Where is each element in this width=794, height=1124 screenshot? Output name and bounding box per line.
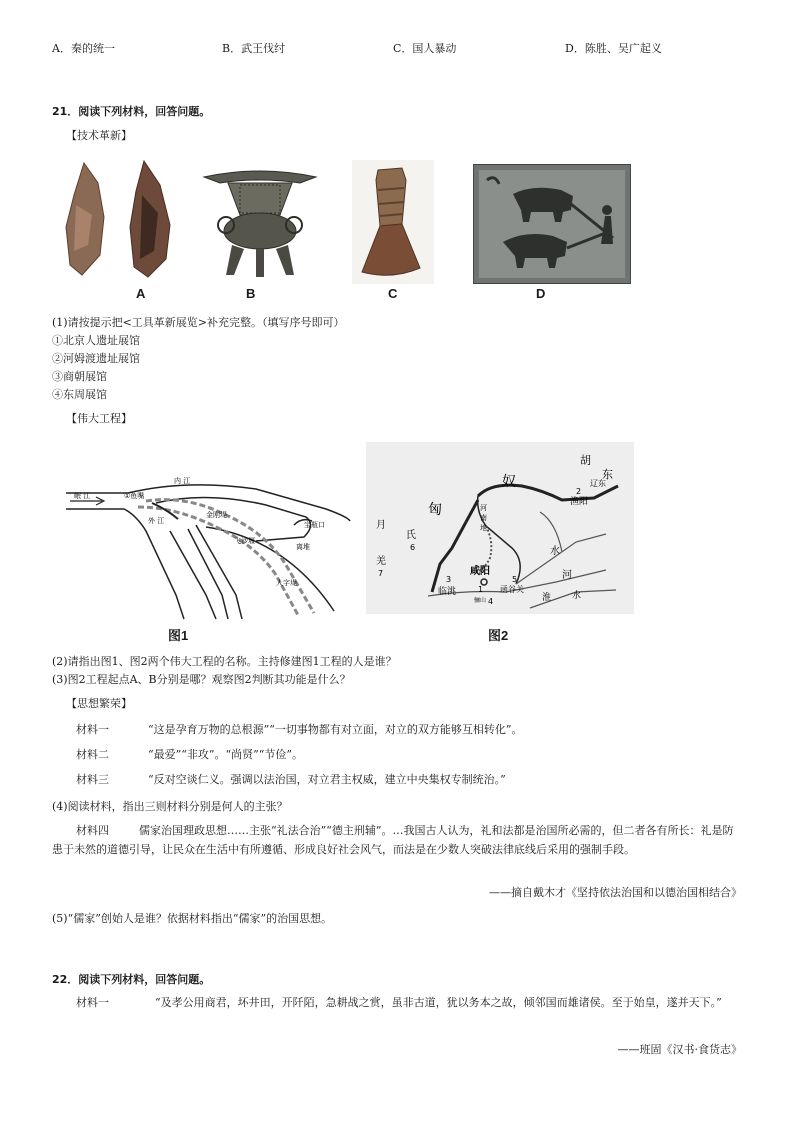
map2-label-shi: 氏 (406, 530, 416, 541)
image-b-bronze-vessel (200, 163, 320, 283)
section-engineering: 【伟大工程】 (66, 412, 132, 425)
option-1: ①北京人遗址展馆 (52, 334, 140, 347)
map1-label-neijiang: 内 江 (174, 477, 191, 485)
map2-label-num6: 6 (410, 543, 416, 552)
material-4-source: ——摘自戴木才《坚持依法治国和以德治国相结合》 (489, 886, 742, 899)
map1-label-lidui: 离堆 (296, 543, 310, 551)
image-d-ox-plough-relief (473, 164, 631, 284)
map2-label-xiong: 匈 (428, 502, 442, 518)
map2-label-hu: 胡 (580, 454, 591, 467)
map2-label-huai: 淮 (542, 593, 552, 603)
option-c: C．国人暴动 (393, 42, 457, 55)
q21-sub5: (5)“儒家”创始人是谁？依据材料指出“儒家”的治国思想。 (52, 912, 333, 925)
map-figure-2-great-wall (366, 442, 634, 614)
map2-label-shui-2: 水 (572, 591, 582, 601)
image-a-stone-tools (62, 155, 180, 283)
q22-material-1-text: “及孝公用商君，坏井田，开阡陌，急耕战之赏，虽非古道，犹以务本之故，倾邻国而雄诸侯。至于始皇，遂并天下。” (155, 996, 722, 1009)
map2-label-liao: 辽 (590, 479, 598, 488)
map2-label-nan: 南 (480, 514, 487, 522)
option-d: D．陈胜、吴广起义 (565, 42, 662, 55)
map1-label-yuzui: ①鱼嘴 (124, 492, 145, 500)
material-4-text: 儒家治国理政思想……主张“礼法合治”“德主刑辅”。…我国古人认为，礼和法都是治国所必需的，但二者各有所长：礼是防患于未然的道德引导，让民众在生活中有所遵循、形成良好社会风气，而法是在少数人突破法律底线后采用的强制手段。 (52, 824, 734, 856)
map2-label-yuyang: 渔阳 (570, 497, 589, 507)
material-2-label: 材料二 (76, 748, 109, 761)
map2-label-num4: 4 (488, 597, 494, 606)
map2-label-lintao: 临洮 (438, 587, 457, 597)
q21-sub2: (2)请指出图1、图2两个伟大工程的名称。主持修建图1工程的人是谁？ (52, 655, 397, 668)
q21-title: 21．阅读下列材料，回答问题。 (52, 105, 211, 118)
map1-label-jingangdi: 金刚堤 (206, 511, 227, 519)
q22-title: 22．阅读下列材料，回答问题。 (52, 973, 211, 986)
map2-label-num2: 2 (576, 487, 582, 496)
map-figure-1-dujiangyan (66, 445, 352, 621)
material-3-text: “反对空谈仁义。强调以法治国，对立君主权威，建立中央集权专制统治。” (148, 773, 506, 786)
map2-label-he-river: 河 (562, 570, 572, 581)
q21-sub3: (3)图2工程起点A、B分别是哪？观察图2判断其功能是什么？ (52, 673, 351, 686)
map2-label-di: 地 (480, 524, 487, 532)
image-b-label: B (246, 286, 256, 301)
image-c-iron-tool (352, 160, 434, 284)
option-3: ③商朝展馆 (52, 370, 107, 383)
map1-label-minjiang: 岷 江 (74, 492, 91, 500)
q22-material-1-label: 材料一 (76, 996, 109, 1009)
q21-sub1: (1)请按提示把<工具革新展览>补充完整。（填写序号即可） (52, 316, 345, 329)
map2-label-xianyang: 咸阳 (470, 566, 490, 577)
image-c-label: C (388, 286, 398, 301)
q22-material-1-source: ——班固《汉书·食货志》 (617, 1043, 742, 1056)
section-tech: 【技术革新】 (66, 129, 132, 142)
material-1-text: “这是孕育万物的总根源”“一切事物都有对立面，对立的双方能够互相转化”。 (148, 723, 523, 736)
map1-label-feishayan: 飞沙堰 (234, 537, 255, 545)
map1-label-renzidi: 人字堤 (276, 579, 297, 587)
material-3-label: 材料三 (76, 773, 109, 786)
section-thought: 【思想繁荣】 (66, 697, 132, 710)
map1-label-waijiang: 外 江 (148, 517, 165, 525)
map2-label-nu: 奴 (502, 474, 516, 490)
map1-label-baopingkou: 宝瓶口 (304, 521, 325, 529)
image-a-label: A (136, 286, 146, 301)
map2-label-yue: 月 (376, 520, 386, 531)
q22-material-1-paragraph (52, 993, 742, 1012)
map2-label-hanguguan: 函谷关 (500, 585, 524, 594)
map2-label-he: 河 (480, 504, 487, 512)
map2-label-num1: 1 (478, 585, 484, 594)
map2-label-qiang: 羌 (376, 556, 386, 567)
option-4: ④东周展馆 (52, 388, 107, 401)
map2-label-dong: 东 (602, 468, 613, 481)
material-4-label: 材料四 (76, 824, 109, 837)
map2-label-lishan: 骊山 (474, 597, 487, 604)
q21-sub4: (4)阅读材料，指出三则材料分别是何人的主张？ (52, 800, 288, 813)
map2-label-num5: 5 (512, 575, 518, 584)
map2-caption: 图2 (488, 628, 509, 643)
map2-label-shui-1: 水 (550, 546, 560, 557)
material-2-text: “最爱”“非攻”。“尚贤”“节俭”。 (148, 748, 303, 761)
map2-label-liaodong: 东 (598, 479, 606, 488)
material-1-label: 材料一 (76, 723, 109, 736)
material-4-paragraph (52, 821, 742, 859)
option-b: B．武王伐纣 (222, 42, 286, 55)
map1-caption: 图1 (168, 628, 189, 643)
map2-label-num7: 7 (378, 569, 384, 578)
image-d-label: D (536, 286, 546, 301)
option-2: ②河姆渡遗址展馆 (52, 352, 140, 365)
map2-label-num3: 3 (446, 575, 452, 584)
option-a: A．秦的统一 (52, 42, 115, 55)
